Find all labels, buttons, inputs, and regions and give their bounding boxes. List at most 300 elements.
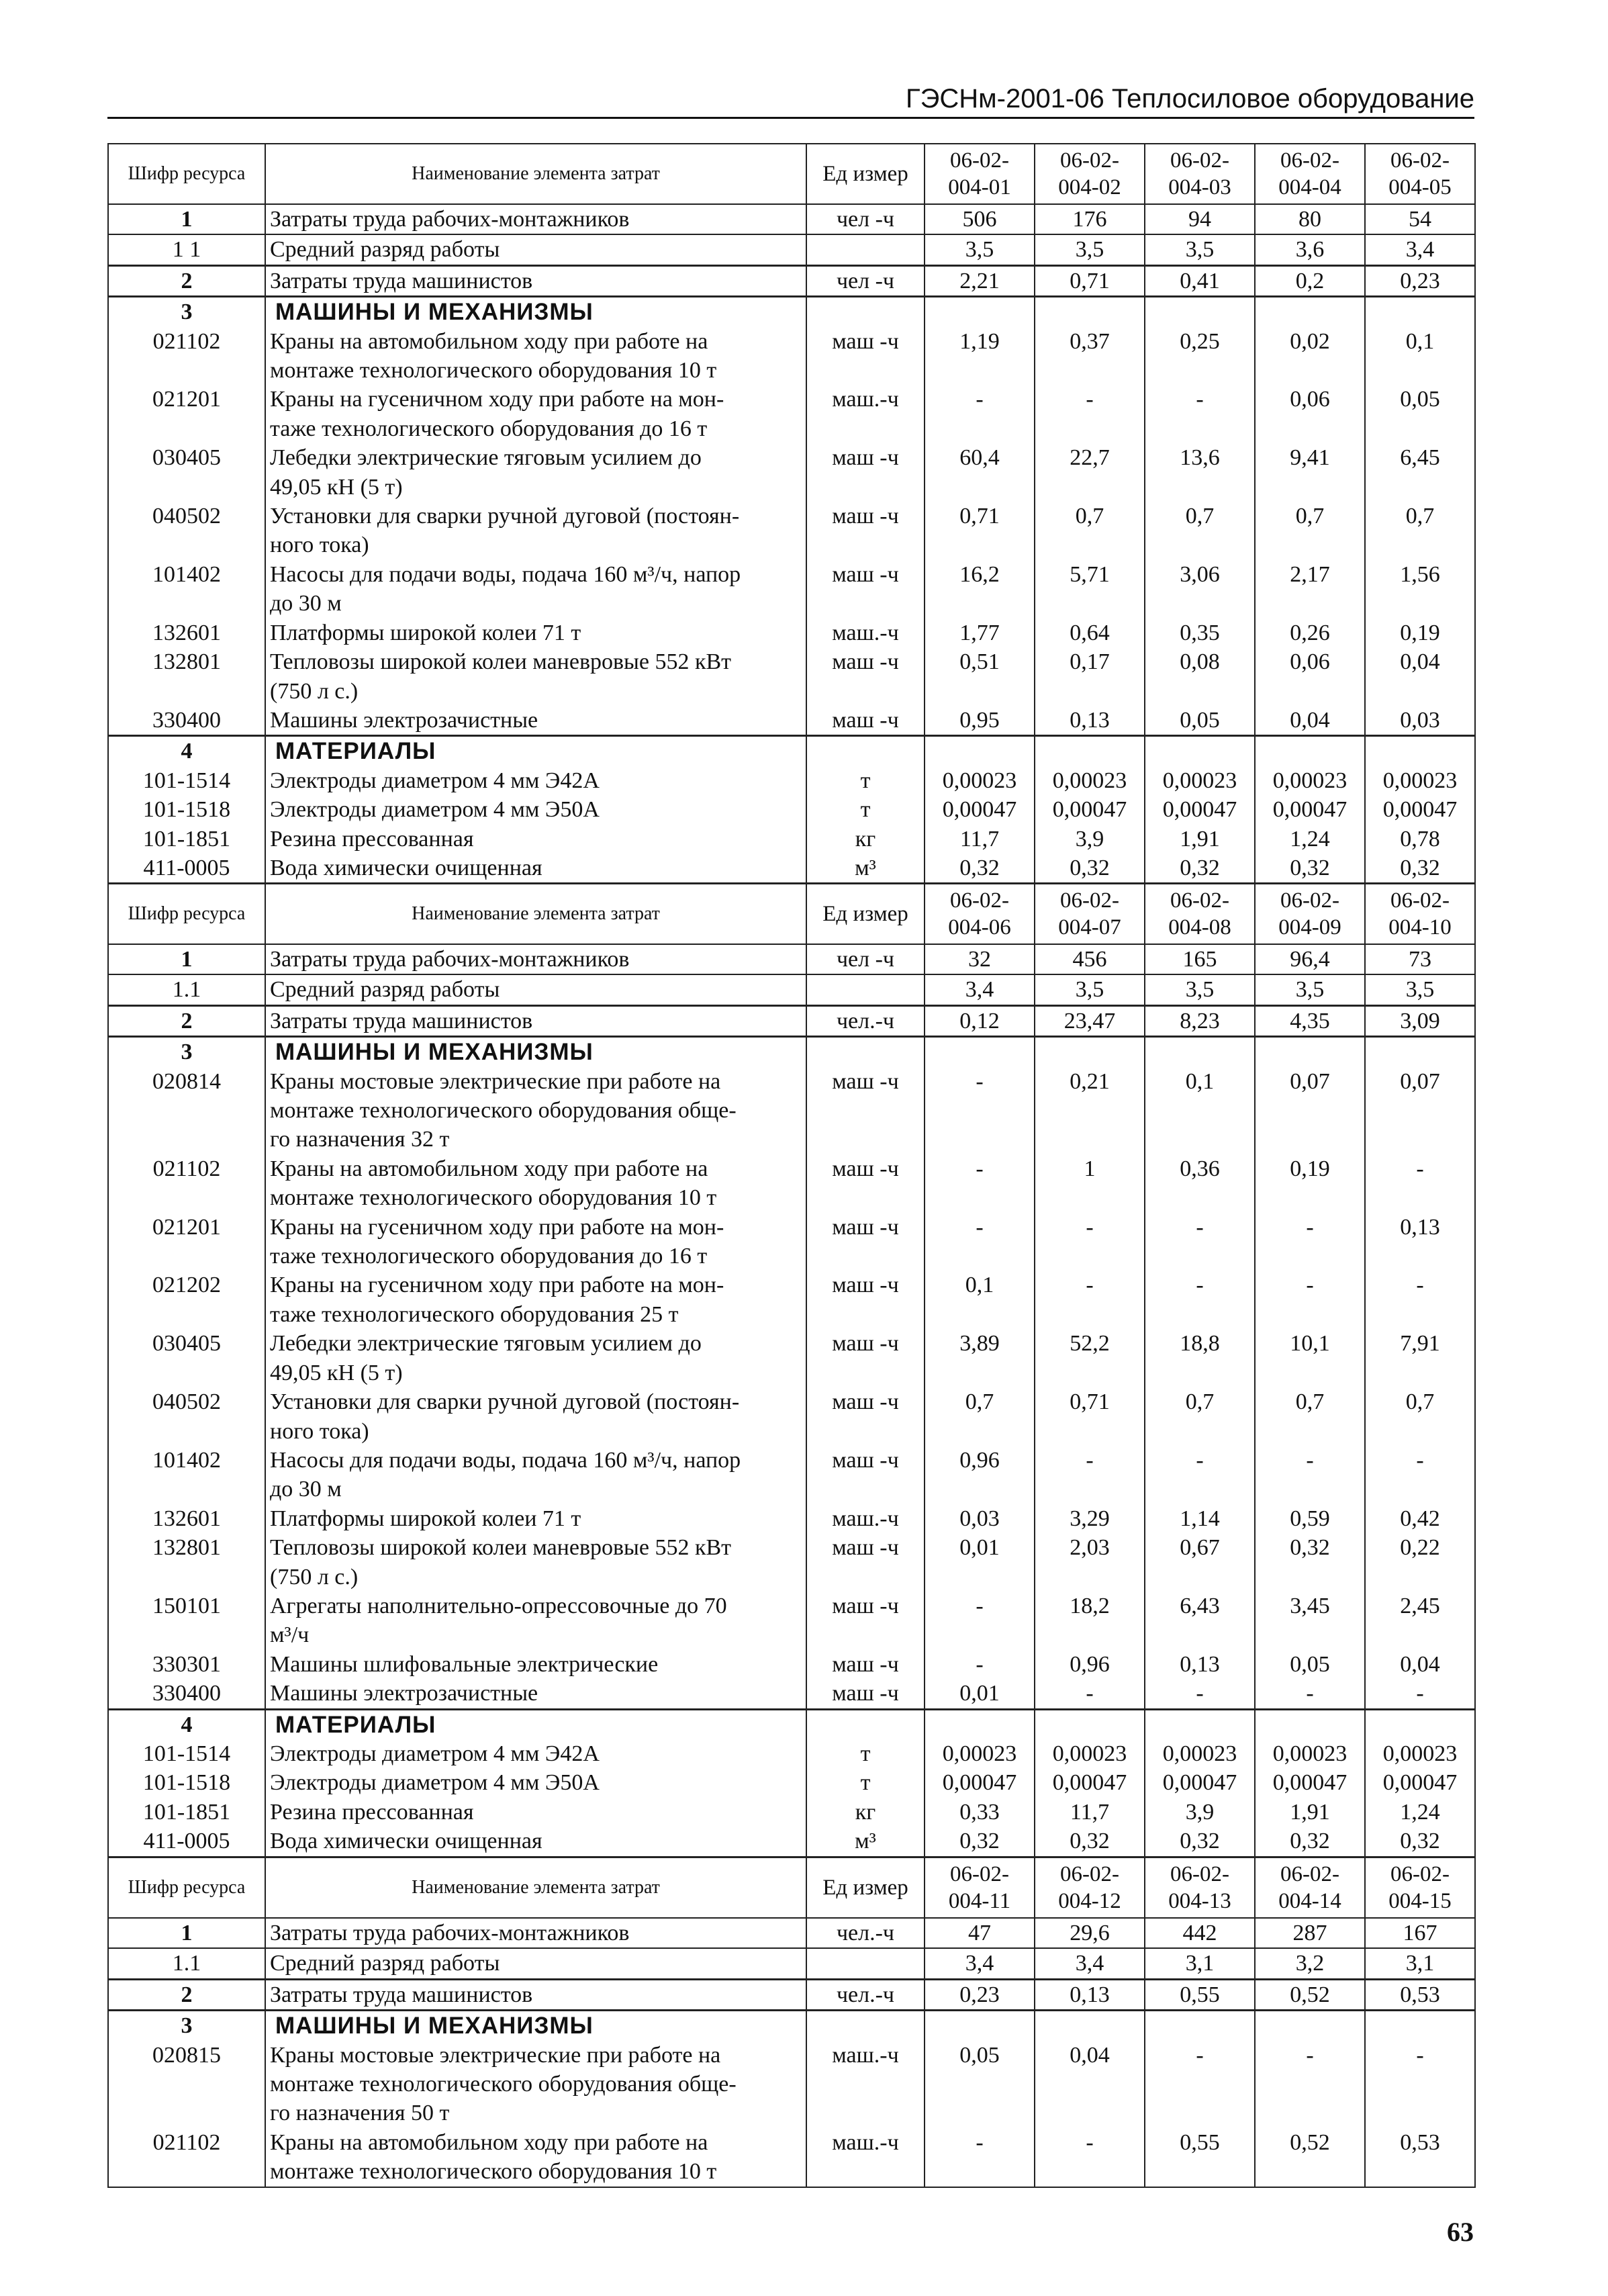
unit-of-measure: маш -ч [806,1067,925,1154]
norm-code-text: 004-01 [948,175,1011,199]
norm-value: 0,32 [1145,854,1255,883]
norm-value: - [925,2128,1035,2187]
column-header-norm-code [1145,1857,1255,1918]
page-header [107,79,1474,119]
norm-value: 1,24 [1365,1798,1475,1827]
norm-value: 5,71 [1035,560,1145,618]
norm-value: 0,04 [1255,706,1365,736]
norm-value: 0,32 [1255,1827,1365,1856]
cost-item-name [265,1979,806,2010]
norm-value [1255,1037,1365,1067]
unit-of-measure: маш -ч [806,560,925,618]
norm-value: 0,19 [1365,618,1475,647]
cost-item-name [265,854,806,883]
name-line: (750 л с.) [270,1564,359,1590]
cost-item-name [265,618,806,647]
norm-value: 0,42 [1365,1504,1475,1533]
norm-value: 1 [1035,1154,1145,1213]
norm-value: 0,36 [1145,1154,1255,1213]
resource-code: 3 [108,2011,265,2041]
norm-value: 0,00023 [925,766,1035,795]
table-row [108,854,1475,883]
norm-value: 0,00023 [1145,1739,1255,1768]
name-line: Затраты труда машинистов [270,268,533,293]
resource-code: 101-1514 [108,1739,265,1768]
cost-item-name [265,1067,806,1154]
cost-table-section-2 [107,883,1476,1857]
name-line: 49,05 кН (5 т) [270,474,403,500]
cost-item-name [265,204,806,234]
table-row [108,1329,1475,1387]
norm-value: 0,32 [1255,854,1365,883]
norm-value: - [925,1213,1035,1271]
unit-of-measure [806,1948,925,1979]
norm-value: 0,00047 [1145,1768,1255,1797]
table-row [108,1504,1475,1533]
norm-value: - [1255,1213,1365,1271]
norm-value: 18,8 [1145,1329,1255,1387]
norm-value: 3,06 [1145,560,1255,618]
norm-value: 0,07 [1365,1067,1475,1154]
resource-code: 132801 [108,647,265,706]
table-header-row [108,1857,1475,1918]
column-header-name: Наименование элемента затрат [265,1857,806,1918]
cost-table [107,143,1476,884]
norm-code-text: 06-02- [1390,888,1450,913]
cost-item-name [265,1650,806,1679]
table-row [108,944,1475,974]
name-line: Краны мостовые электрические при работе на [270,1068,721,1094]
resource-code: 2 [108,265,265,296]
norm-value: 2,21 [925,265,1035,296]
norm-value: 3,5 [1365,974,1475,1005]
cost-table-section-1 [107,143,1476,884]
resource-code: 021102 [108,2128,265,2187]
unit-of-measure: чел -ч [806,204,925,234]
norm-value: 3,89 [925,1329,1035,1387]
cost-item-name [265,1446,806,1504]
name-line: монтаже технологического оборудования обще- [270,1098,737,1123]
resource-code: 2 [108,1005,265,1036]
unit-of-measure: маш -ч [806,502,925,560]
name-line: таже технологического оборудования до 16 т [270,1244,708,1269]
norm-value: 96,4 [1255,944,1365,974]
norm-value: 0,13 [1365,1213,1475,1271]
unit-of-measure: маш -ч [806,1387,925,1446]
unit-of-measure: маш -ч [806,1533,925,1592]
norm-value: 0,7 [1365,1387,1475,1446]
norm-value: 23,47 [1035,1005,1145,1036]
unit-of-measure: чел.-ч [806,1979,925,2010]
unit-of-measure: маш -ч [806,1446,925,1504]
norm-code-text: 004-13 [1168,1889,1231,1913]
unit-of-measure: т [806,1768,925,1797]
norm-value: 0,02 [1255,327,1365,385]
norm-value: 0,04 [1035,2041,1145,2128]
norm-value: - [1365,1271,1475,1329]
column-header-unit: Ед измер [806,884,925,944]
norm-value: 8,23 [1145,1005,1255,1036]
unit-of-measure: маш -ч [806,1592,925,1650]
table-row [108,1979,1475,2010]
norm-value: - [1365,2041,1475,2128]
norm-value: 0,78 [1365,825,1475,854]
norm-value: 0,7 [1365,502,1475,560]
norm-value: - [1145,1271,1255,1329]
norm-value [925,2011,1035,2041]
cost-item-name [265,1768,806,1797]
table-row [108,297,1475,327]
resource-code: 030405 [108,1329,265,1387]
unit-of-measure: м³ [806,854,925,883]
resource-code: 132601 [108,1504,265,1533]
name-line: Машины электрозачистные [270,1681,538,1706]
norm-value: 0,04 [1365,647,1475,706]
unit-of-measure: кг [806,825,925,854]
norm-value: - [1035,1213,1145,1271]
table-row [108,974,1475,1005]
norm-value: 9,41 [1255,443,1365,502]
resource-code: 3 [108,1037,265,1067]
norm-value: 1,19 [925,327,1035,385]
name-line: МАТЕРИАЛЫ [275,1711,436,1738]
column-header-norm-code [1255,884,1365,944]
resource-code: 101-1518 [108,795,265,824]
norm-value: 3,5 [1035,974,1145,1005]
cost-item-name [265,385,806,443]
name-line: ного тока) [270,533,369,558]
norm-value: 0,13 [1035,1979,1145,2010]
table-row [108,2011,1475,2041]
norm-value: 1,91 [1145,825,1255,854]
resource-code: 411-0005 [108,854,265,883]
norm-value: 0,00023 [1035,1739,1145,1768]
norm-value: 47 [925,1918,1035,1948]
name-line: монтаже технологического оборудования обще- [270,2072,737,2097]
resource-code: 1 [108,204,265,234]
name-line: Электроды диаметром 4 мм Э50А [270,797,600,823]
resource-code: 020814 [108,1067,265,1154]
norm-value: 11,7 [925,825,1035,854]
name-line: Вода химически очищенная [270,855,542,880]
table-row [108,1592,1475,1650]
norm-value: 6,43 [1145,1592,1255,1650]
name-line: МАТЕРИАЛЫ [275,738,436,765]
table-row [108,618,1475,647]
norm-value: 0,53 [1365,1979,1475,2010]
name-line: Платформы широкой колеи 71 т [270,1506,581,1531]
norm-value: 1,14 [1145,1504,1255,1533]
norm-value: - [1145,1446,1255,1504]
name-line: МАШИНЫ И МЕХАНИЗМЫ [275,299,594,326]
column-header-norm-code [925,144,1035,204]
norm-value: 0,07 [1255,1067,1365,1154]
norm-value: 0,03 [1365,706,1475,736]
table-row [108,1213,1475,1271]
norm-value: 0,12 [925,1005,1035,1036]
name-line: Затраты труда рабочих-монтажников [270,1921,630,1945]
cost-table-section-3 [107,1857,1476,2188]
norm-value [1035,736,1145,766]
name-line: Краны на автомобильном ходу при работе на [270,1156,708,1181]
norm-value: 0,00023 [1365,766,1475,795]
cost-item-name [265,1827,806,1856]
name-line: Насосы для подачи воды, подача 160 м³/ч, напор [270,561,741,587]
cost-item-name [265,443,806,502]
unit-of-measure: маш.-ч [806,2041,925,2128]
resource-code: 4 [108,736,265,766]
table-row [108,647,1475,706]
norm-value: 3,5 [925,234,1035,265]
resource-code: 132801 [108,1533,265,1592]
resource-code: 4 [108,1709,265,1739]
name-line: ного тока) [270,1418,369,1444]
norm-value: 0,21 [1035,1067,1145,1154]
norm-value: 3,2 [1255,1948,1365,1979]
cost-item-name [265,502,806,560]
norm-value: - [1145,385,1255,443]
norm-value: 0,71 [925,502,1035,560]
name-line: Краны на гусеничном ходу при работе на мон- [270,1214,724,1240]
norm-value: 0,23 [925,1979,1035,2010]
norm-value [1255,736,1365,766]
norm-value: 94 [1145,204,1255,234]
norm-value [1145,297,1255,327]
name-line: монтаже технологического оборудования 10 т [270,358,717,383]
norm-value [1035,297,1145,327]
table-header-row [108,884,1475,944]
norm-value: 442 [1145,1918,1255,1948]
unit-of-measure: чел.-ч [806,1918,925,1948]
name-line: го назначения 32 т [270,1127,450,1152]
norm-value: 1,91 [1255,1798,1365,1827]
norm-value: 0,35 [1145,618,1255,647]
norm-value: 1,24 [1255,825,1365,854]
norm-value: 0,32 [1035,854,1145,883]
norm-value: 3,09 [1365,1005,1475,1036]
cost-item-name [265,825,806,854]
name-line: Резина прессованная [270,826,474,852]
table-row [108,1739,1475,1768]
norm-value: 0,71 [1035,265,1145,296]
norm-value: 0,32 [1365,854,1475,883]
norm-value: 0,95 [925,706,1035,736]
unit-of-measure: маш.-ч [806,385,925,443]
name-line: Краны на гусеничном ходу при работе на мон- [270,387,724,412]
norm-code-text: 004-07 [1058,915,1121,939]
norm-value: 0,06 [1255,385,1365,443]
norm-code-text: 004-14 [1278,1889,1341,1913]
norm-code-text: 06-02- [1280,1862,1339,1886]
name-line: Машины электрозачистные [270,707,538,733]
norm-value: 0,03 [925,1504,1035,1533]
norm-value [1035,1037,1145,1067]
table-row [108,1918,1475,1948]
norm-value: 0,32 [1365,1827,1475,1856]
name-line: Резина прессованная [270,1799,474,1825]
unit-of-measure [806,974,925,1005]
column-header-code: Шифр ресурса [108,144,265,204]
name-line: Краны на автомобильном ходу при работе на [270,328,708,354]
norm-value: 0,25 [1145,327,1255,385]
norm-value: 0,23 [1365,265,1475,296]
unit-of-measure: маш -ч [806,1213,925,1271]
norm-value: 3,1 [1365,1948,1475,1979]
norm-value: 456 [1035,944,1145,974]
cost-item-name [265,766,806,795]
norm-code-text: 004-15 [1388,1889,1452,1913]
norm-value: 0,00023 [1035,766,1145,795]
norm-value: 3,5 [1145,974,1255,1005]
unit-of-measure: маш -ч [806,647,925,706]
resource-code: 101402 [108,560,265,618]
norm-value: - [1035,385,1145,443]
name-line: Тепловозы широкой колеи маневровые 552 кВт [270,649,732,675]
resource-code: 101402 [108,1446,265,1504]
norm-code-text: 06-02- [1060,1862,1119,1886]
norm-value: 0,53 [1365,2128,1475,2187]
norm-value: 0,1 [1365,327,1475,385]
norm-code-text: 06-02- [1280,148,1339,173]
resource-code: 2 [108,1979,265,2010]
norm-value: 0,1 [1145,1067,1255,1154]
norm-value: 0,2 [1255,265,1365,296]
name-line: таже технологического оборудования 25 т [270,1301,679,1327]
norm-value: 0,51 [925,647,1035,706]
norm-value: 54 [1365,204,1475,234]
norm-code-text: 06-02- [1060,888,1119,913]
norm-code-text: 06-02- [1060,148,1119,173]
norm-code-text: 06-02- [1170,148,1229,173]
cost-table [107,1857,1476,2188]
name-line: таже технологического оборудования до 16 т [270,416,708,441]
norm-value: 0,01 [925,1679,1035,1709]
column-header-norm-code [1035,884,1145,944]
unit-of-measure [806,1709,925,1739]
name-line: Машины шлифовальные электрические [270,1651,659,1677]
norm-value: 0,7 [1255,1387,1365,1446]
table-row [108,234,1475,265]
norm-code-text: 004-03 [1168,175,1231,199]
table-row [108,706,1475,736]
unit-of-measure: маш.-ч [806,2128,925,2187]
norm-value: 0,96 [1035,1650,1145,1679]
cost-item-name [265,2041,806,2128]
resource-code: 330301 [108,1650,265,1679]
cost-item-name [265,1798,806,1827]
name-line: Агрегаты наполнительно-опрессовочные до 70 [270,1593,727,1618]
norm-value [1365,297,1475,327]
norm-value: 0,04 [1365,1650,1475,1679]
unit-of-measure: маш -ч [806,1679,925,1709]
resource-code: 101-1851 [108,825,265,854]
name-line: Затраты труда рабочих-монтажников [270,207,630,232]
norm-value [1365,1037,1475,1067]
name-line: Лебедки электрические тяговым усилием до [270,445,702,471]
norm-code-text: 06-02- [950,1862,1009,1886]
norm-value: 0,55 [1145,2128,1255,2187]
norm-value: 0,00047 [1145,795,1255,824]
cost-item-name [265,647,806,706]
norm-value: 3,9 [1145,1798,1255,1827]
cost-table [107,883,1476,1857]
resource-code: 021201 [108,1213,265,1271]
resource-code: 411-0005 [108,1827,265,1856]
name-line: Электроды диаметром 4 мм Э42А [270,768,600,793]
norm-code-text: 004-06 [948,915,1011,939]
page-number: 63 [1447,2217,1474,2247]
name-line: Затраты труда рабочих-монтажников [270,947,630,972]
name-line: Вода химически очищенная [270,1829,542,1854]
cost-item-name [265,1329,806,1387]
name-line: Затраты труда машинистов [270,1982,533,2007]
cost-item-name [265,944,806,974]
unit-of-measure [806,234,925,265]
norm-value [1365,2011,1475,2041]
norm-value: 0,7 [1255,502,1365,560]
column-header-norm-code [1255,1857,1365,1918]
norm-value: 0,32 [1255,1533,1365,1592]
resource-code: 1.1 [108,974,265,1005]
column-header-norm-code [1365,884,1475,944]
norm-value: 3,4 [925,974,1035,1005]
norm-value: 0,7 [925,1387,1035,1446]
norm-value: 167 [1365,1918,1475,1948]
table-row [108,443,1475,502]
norm-value: 0,00023 [1145,766,1255,795]
norm-value: 3,45 [1255,1592,1365,1650]
name-line: МАШИНЫ И МЕХАНИЗМЫ [275,2013,594,2039]
norm-value [925,736,1035,766]
norm-value: 0,00047 [1035,1768,1145,1797]
unit-of-measure: чел -ч [806,265,925,296]
table-row [108,736,1475,766]
table-row [108,204,1475,234]
norm-value: - [1035,1446,1145,1504]
unit-of-measure: маш -ч [806,1154,925,1213]
norm-value: 3,6 [1255,234,1365,265]
norm-value: 0,05 [1365,385,1475,443]
table-row [108,1827,1475,1856]
section-heading [265,1037,806,1067]
unit-of-measure [806,1037,925,1067]
table-row [108,1037,1475,1067]
norm-code-text: 004-09 [1278,915,1341,939]
norm-value: 22,7 [1035,443,1145,502]
norm-value: - [1145,1679,1255,1709]
name-line: Средний разряд работы [270,1951,500,1976]
norm-value: 11,7 [1035,1798,1145,1827]
resource-code: 020815 [108,2041,265,2128]
norm-value [1255,1709,1365,1739]
unit-of-measure: чел -ч [806,944,925,974]
cost-item-name [265,1918,806,1948]
norm-code-text: 06-02- [1280,888,1339,913]
unit-of-measure: т [806,795,925,824]
name-line: монтаже технологического оборудования 10 т [270,2159,717,2185]
column-header-code: Шифр ресурса [108,1857,265,1918]
resource-code: 330400 [108,1679,265,1709]
norm-code-text: 004-10 [1388,915,1452,939]
resource-code: 021102 [108,1154,265,1213]
table-row [108,825,1475,854]
column-header-code: Шифр ресурса [108,884,265,944]
norm-value: 1,77 [925,618,1035,647]
name-line: Краны на гусеничном ходу при работе на мон- [270,1273,724,1298]
table-row [108,1067,1475,1154]
name-line: Лебедки электрические тяговым усилием до [270,1331,702,1357]
table-row [108,1387,1475,1446]
